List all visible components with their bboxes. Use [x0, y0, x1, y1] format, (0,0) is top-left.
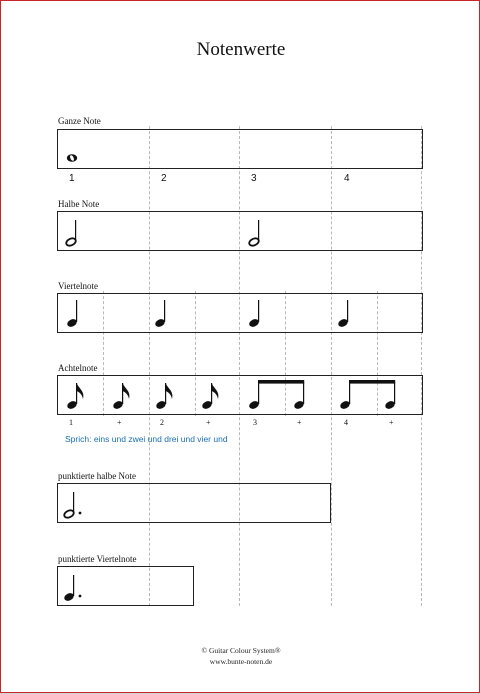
- eighth-count: 4: [344, 418, 348, 427]
- dotted-quarter-note: [63, 575, 81, 602]
- section-label-punkt-halbe: punktierte halbe Note: [58, 471, 136, 481]
- counting-hint: Sprich: eins und zwei und drei und vier und: [65, 434, 228, 444]
- quarter-note: [154, 300, 166, 328]
- footer-url: www.bunte-noten.de: [209, 657, 273, 666]
- page-title: Notenwerte: [196, 39, 286, 60]
- section-label-punkt-viertel: punktierte Viertelnote: [58, 554, 137, 564]
- dotted-half-note: [63, 492, 81, 519]
- eighth-count: +: [206, 418, 211, 427]
- eighth-count: +: [389, 418, 394, 427]
- quarter-note: [66, 300, 78, 328]
- beamed-eighth-pair: [248, 380, 305, 410]
- quarter-note: [337, 300, 349, 328]
- half-note: [248, 220, 260, 247]
- section-label-halbe: Halbe Note: [58, 199, 100, 209]
- eighth-count: +: [297, 418, 302, 427]
- section-label-ganze: Ganze Note: [58, 116, 101, 126]
- half-note: [65, 220, 77, 247]
- eighth-note: [201, 383, 218, 410]
- eighth-count: 2: [160, 418, 164, 427]
- eighth-count: 3: [253, 418, 257, 427]
- eighth-note: [155, 383, 172, 410]
- section-label-viertel: Viertelnote: [58, 281, 98, 291]
- eighth-note: [112, 383, 129, 410]
- eighth-count: 1: [69, 418, 73, 427]
- beamed-eighth-pair: [339, 380, 396, 410]
- whole-note: [67, 154, 77, 161]
- eighth-note: [66, 383, 83, 410]
- beat-number: 4: [344, 173, 350, 184]
- eighth-count: +: [117, 418, 122, 427]
- section-label-achtel: Achtelnote: [58, 363, 98, 373]
- quarter-note: [248, 300, 260, 328]
- note-glyphs: [1, 1, 480, 694]
- beat-number: 1: [69, 173, 75, 184]
- beat-number: 2: [161, 173, 167, 184]
- footer-copyright: © Guitar Colour System®: [201, 646, 281, 655]
- beat-number: 3: [251, 173, 257, 184]
